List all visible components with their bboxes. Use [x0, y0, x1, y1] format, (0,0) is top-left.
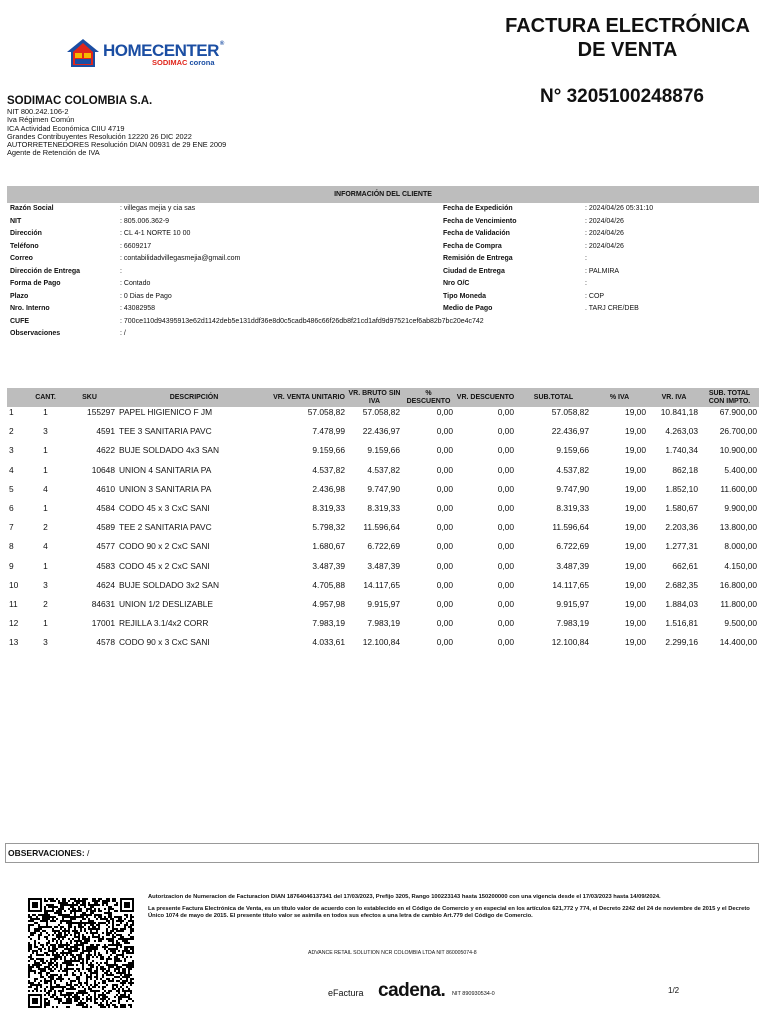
cell-subtotal: 8.319,33 [556, 502, 589, 513]
cell-vr-descuento: 0,00 [497, 502, 514, 513]
cell-total: 26.700,00 [719, 426, 757, 437]
observations-label: OBSERVACIONES: [8, 848, 85, 858]
cell-vr-unitario: 7.478,99 [312, 426, 345, 437]
cell-pct-descuento: 0,00 [436, 426, 453, 437]
cell-cant: 3 [43, 426, 48, 437]
client-label: Ciudad de Entrega [443, 267, 505, 275]
col-header-cant: CANT. [29, 388, 62, 407]
cell-descripcion: CODO 90 x 2 CxC SANI [119, 541, 210, 552]
cell-descripcion: BUJE SOLDADO 3x2 SAN [119, 579, 220, 590]
cell-vr-descuento: 0,00 [497, 541, 514, 552]
cell-pct-descuento: 0,00 [436, 407, 453, 417]
cadena-nit: NIT 890930534-0 [452, 991, 495, 997]
legal-text [148, 894, 762, 926]
cell-vr-unitario: 4.705,88 [312, 579, 345, 590]
cell-sku: 4589 [96, 522, 115, 533]
client-label: Medio de Pago [443, 305, 493, 312]
client-label: Tipo Moneda [443, 292, 487, 300]
cell-vr-unitario: 4.957,98 [312, 598, 345, 609]
cell-vr-unitario: 1.680,67 [312, 541, 345, 552]
cell-descripcion: CODO 45 x 2 CxC SANI [119, 560, 210, 571]
client-value: : [585, 255, 587, 262]
cadena-logo: cadena. [378, 980, 446, 1001]
cell-pct-descuento: 0,00 [436, 560, 453, 571]
cell-cant: 3 [43, 637, 48, 648]
cell-vr-unitario: 4.537,82 [312, 464, 345, 475]
client-value: : contabilidadvillegasmejia@gmail.com [120, 255, 241, 262]
table-row [7, 599, 759, 618]
client-row [7, 205, 759, 218]
cell-sku: 4624 [96, 579, 115, 590]
cell-vr-bruto: 9.159,66 [367, 445, 400, 456]
cell-sku: 10648 [91, 464, 115, 475]
client-row [7, 280, 759, 293]
cell-vr-iva: 2.299,16 [665, 637, 698, 648]
client-row [7, 268, 759, 281]
cell-subtotal: 9.159,66 [556, 445, 589, 456]
cell-vr-unitario: 7.983,19 [312, 618, 345, 629]
cell-total: 10.900,00 [719, 445, 757, 456]
client-label: Correo [10, 255, 33, 262]
cell-sku: 155297 [87, 407, 115, 417]
client-value: : 700ce110d94395913e62d1142deb5e131ddf36e8d0c5cadb486c66f26db8f21cd1afd9d97521cef6ab82b7bc20e4c742 [120, 317, 484, 325]
cell-vr-unitario: 9.159,66 [312, 445, 345, 456]
cell-pct-descuento: 0,00 [436, 579, 453, 590]
table-row [7, 445, 759, 464]
cell-vr-descuento: 0,00 [497, 445, 514, 456]
cell-total: 16.800,00 [719, 579, 757, 590]
cell-vr-iva: 4.263,03 [665, 426, 698, 437]
col-header-sku: SKU [62, 388, 117, 407]
cell-vr-iva: 662,61 [672, 560, 698, 571]
cell-index: 2 [9, 426, 14, 437]
company-line: AUTORRETENEDORES Resolución DIAN 00931 de 29 ENE 2009 [7, 140, 227, 150]
cell-vr-bruto: 9.915,97 [367, 598, 400, 609]
col-header-descripcion: DESCRIPCIÓN [117, 388, 271, 407]
table-row [7, 561, 759, 580]
cell-vr-descuento: 0,00 [497, 407, 514, 417]
cell-index: 6 [9, 502, 14, 513]
table-row [7, 541, 759, 560]
observations-value: / [84, 848, 90, 858]
cell-subtotal: 57.058,82 [551, 407, 589, 417]
cell-vr-descuento: 0,00 [497, 464, 514, 475]
cell-sku: 4577 [96, 541, 115, 552]
cell-vr-iva: 2.203,36 [665, 522, 698, 533]
house-logo-icon [66, 38, 100, 68]
cell-vr-iva: 1.580,67 [665, 502, 698, 513]
cell-cant: 1 [43, 502, 48, 513]
client-value: : Contado [120, 280, 151, 287]
cell-cant: 4 [43, 483, 48, 494]
legal-title-value: La presente Factura Electrónica de Venta, es un título valor de acuerdo con lo establecido en el Código de Comercio y en especial en los artículos 621,772 y 774, el Decreto 2242 del 24 de noviembre de 2015 y el Decreto Único 1074 de mayo de 2015. El presente título valor se asimila en todos sus efectos a una letra de cambio Art.779 del Código de Comercio. [148, 906, 750, 920]
cell-pct-iva: 19,00 [625, 541, 646, 552]
table-row [7, 503, 759, 522]
cell-vr-bruto: 6.722,69 [367, 541, 400, 552]
table-row [7, 465, 759, 484]
cell-vr-descuento: 0,00 [497, 598, 514, 609]
cell-pct-descuento: 0,00 [436, 598, 453, 609]
client-value: : villegas mejia y cia sas [120, 205, 196, 212]
cell-pct-iva: 19,00 [625, 560, 646, 571]
cell-vr-iva: 1.884,03 [665, 598, 698, 609]
client-label: Razón Social [10, 205, 54, 212]
client-label: CUFE [10, 317, 30, 325]
client-label: Fecha de Expedición [443, 205, 513, 212]
cell-pct-descuento: 0,00 [436, 483, 453, 494]
cell-pct-iva: 19,00 [625, 579, 646, 590]
cell-sku: 4610 [96, 483, 115, 494]
client-value: . TARJ CRE/DEB [585, 305, 639, 312]
cell-vr-descuento: 0,00 [497, 579, 514, 590]
cell-total: 11.800,00 [720, 598, 757, 609]
company-line: Agente de Retención de IVA [7, 148, 100, 158]
cell-vr-descuento: 0,00 [497, 522, 514, 533]
client-label: Fecha de Compra [443, 242, 502, 250]
cell-subtotal: 12.100,84 [551, 637, 589, 648]
cell-vr-descuento: 0,00 [497, 560, 514, 571]
cell-subtotal: 7.983,19 [556, 618, 589, 629]
cell-cant: 2 [43, 522, 48, 533]
cell-cant: 3 [43, 579, 48, 590]
cell-vr-bruto: 22.436,97 [362, 426, 400, 437]
legal-authorization: Autorizacion de Numeracion de Facturacion DIAN 18764046137341 del 17/03/2023, Prefijo 3205, Rango 100223143 hasta 150200000 con una vigencia desde el 17/03/2023 hasta 14/09/2024. [148, 894, 661, 900]
cell-pct-iva: 19,00 [625, 407, 646, 417]
cell-pct-iva: 19,00 [625, 426, 646, 437]
client-label: Dirección de Entrega [10, 267, 81, 275]
client-row [7, 305, 759, 318]
col-header-pct-iva: % IVA [591, 388, 648, 407]
cell-sku: 4584 [96, 502, 115, 513]
cell-pct-descuento: 0,00 [436, 541, 453, 552]
cell-cant: 1 [43, 618, 48, 629]
cell-pct-iva: 19,00 [625, 502, 646, 513]
col-header-vr-bruto: VR. BRUTO SIN IVA [347, 388, 402, 407]
cell-subtotal: 22.436,97 [551, 426, 589, 437]
client-label: Plazo [10, 292, 29, 300]
cell-index: 8 [9, 541, 14, 552]
cell-vr-unitario: 5.798,32 [312, 522, 345, 533]
cell-vr-unitario: 57.058,82 [307, 407, 345, 417]
client-value: : 0 Dias de Pago [120, 292, 172, 300]
cell-descripcion: UNION 3 SANITARIA PA [119, 483, 212, 494]
cell-cant: 1 [43, 445, 48, 456]
client-row [7, 218, 759, 231]
cell-vr-bruto: 11.596,64 [363, 522, 400, 533]
invoice-number: N° 3205100248876 [540, 86, 704, 107]
table-row [7, 580, 759, 599]
cell-total: 14.400,00 [719, 637, 757, 648]
cell-pct-descuento: 0,00 [436, 637, 453, 648]
cell-index: 11 [9, 598, 18, 609]
company-name: SODIMAC COLOMBIA S.A. [7, 95, 153, 107]
cell-descripcion: UNION 1/2 DESLIZABLE [119, 598, 214, 609]
cell-vr-iva: 1.740,34 [665, 445, 698, 456]
cell-cant: 4 [43, 541, 48, 552]
cell-vr-descuento: 0,00 [497, 483, 514, 494]
cell-total: 9.900,00 [724, 502, 757, 513]
client-label: Fecha de Vencimiento [443, 217, 517, 225]
brand-name: HOMECENTER® [103, 41, 224, 60]
cell-vr-iva: 2.682,35 [665, 579, 698, 590]
cell-index: 5 [9, 483, 14, 494]
client-value: : 2024/04/26 [585, 217, 624, 225]
items-table-body [7, 407, 759, 656]
cell-vr-bruto: 8.319,33 [367, 502, 400, 513]
cell-index: 12 [9, 618, 19, 629]
cell-descripcion: PAPEL HIGIENICO F JM [119, 407, 213, 417]
client-label: NIT [10, 217, 22, 225]
cell-vr-bruto: 9.747,90 [367, 483, 400, 494]
cell-subtotal: 4.537,82 [556, 464, 589, 475]
table-row [7, 637, 759, 656]
client-value: : CL 4-1 NORTE 10 00 [120, 230, 191, 237]
client-value: : / [120, 330, 126, 337]
qr-code-icon [28, 898, 134, 1008]
col-header-index [7, 388, 29, 407]
cell-descripcion: BUJE SOLDADO 4x3 SAN [119, 445, 220, 456]
efactura-logo: eFactura [328, 988, 364, 998]
table-row [7, 407, 759, 426]
cell-sku: 17001 [91, 618, 115, 629]
col-header-vr-venta-unitario: VR. VENTA UNITARIO [271, 388, 347, 407]
cell-subtotal: 6.722,69 [556, 541, 589, 552]
cell-pct-descuento: 0,00 [436, 502, 453, 513]
company-info [7, 95, 226, 158]
brand-subtitle: SODIMAC corona [152, 58, 215, 67]
client-row [7, 318, 759, 331]
cell-descripcion: TEE 3 SANITARIA PAVC [119, 426, 212, 437]
cell-vr-iva: 862,18 [672, 464, 698, 475]
cell-vr-bruto: 14.117,65 [363, 579, 400, 590]
cell-subtotal: 3.487,39 [556, 560, 589, 571]
col-header-vr-iva: VR. IVA [648, 388, 700, 407]
company-line: Grandes Contribuyentes Resolución 12220 26 DIC 2022 [7, 131, 192, 141]
client-info [7, 205, 759, 343]
table-row [7, 618, 759, 637]
client-label: Observaciones [10, 330, 61, 337]
client-value: : 805.006.362-9 [120, 217, 170, 225]
client-row [7, 293, 759, 306]
company-line: Iva Régimen Común [7, 115, 75, 125]
cell-sku: 4583 [96, 560, 115, 571]
table-row [7, 426, 759, 445]
cell-vr-bruto: 4.537,82 [367, 464, 400, 475]
table-header-row [7, 388, 759, 407]
client-value: : 6609217 [120, 242, 152, 250]
client-value: : COP [585, 292, 605, 300]
cell-vr-bruto: 57.058,82 [362, 407, 400, 417]
cell-vr-iva: 10.841,18 [660, 407, 698, 417]
client-value: : 43082958 [120, 305, 156, 312]
cell-total: 8.000,00 [724, 541, 757, 552]
cell-pct-iva: 19,00 [625, 598, 646, 609]
cell-vr-unitario: 3.487,39 [312, 560, 345, 571]
col-header-subtotal: SUB.TOTAL [516, 388, 591, 407]
cell-descripcion: REJILLA 3.1/4x2 CORR [119, 618, 209, 629]
page-number: 1/2 [668, 986, 680, 995]
client-info-header: INFORMACIÓN DEL CLIENTE [7, 186, 759, 203]
cell-descripcion: UNION 4 SANITARIA PA [119, 464, 212, 475]
cell-subtotal: 9.747,90 [556, 483, 589, 494]
cell-vr-iva: 1.852,10 [665, 483, 698, 494]
client-value: : PALMIRA [585, 267, 620, 275]
cell-pct-descuento: 0,00 [436, 618, 453, 629]
cell-vr-iva: 1.516,81 [665, 618, 698, 629]
col-header-pct-descuento: % DESCUENTO [402, 388, 455, 407]
client-label: Fecha de Validación [443, 230, 510, 237]
cell-vr-iva: 1.277,31 [665, 541, 698, 552]
client-label: Teléfono [10, 242, 39, 250]
cell-pct-descuento: 0,00 [436, 445, 453, 456]
cell-index: 7 [9, 522, 14, 533]
cell-vr-bruto: 7.983,19 [367, 618, 400, 629]
cell-vr-unitario: 2.436,98 [312, 483, 345, 494]
cell-index: 9 [9, 560, 14, 571]
cell-index: 10 [9, 579, 19, 590]
cell-sku: 4622 [96, 445, 115, 456]
cell-total: 13.800,00 [719, 522, 757, 533]
table-row [7, 484, 759, 503]
company-line: ICA Actividad Económica CIIU 4719 [7, 123, 125, 133]
cell-descripcion: TEE 2 SANITARIA PAVC [119, 522, 212, 533]
client-value: : [585, 280, 587, 287]
cell-pct-descuento: 0,00 [436, 522, 453, 533]
cell-total: 9.500,00 [724, 618, 757, 629]
cell-pct-iva: 19,00 [625, 483, 646, 494]
client-row [7, 255, 759, 268]
cell-subtotal: 11.596,64 [552, 522, 589, 533]
cell-pct-iva: 19,00 [625, 464, 646, 475]
client-label: Dirección [10, 230, 42, 237]
cell-vr-descuento: 0,00 [497, 426, 514, 437]
col-header-vr-descuento: VR. DESCUENTO [455, 388, 516, 407]
document-title: FACTURA ELECTRÓNICA DE VENTA [505, 15, 750, 61]
client-value: : 2024/04/26 [585, 242, 624, 250]
cell-vr-descuento: 0,00 [497, 618, 514, 629]
observations-box [5, 843, 759, 863]
cell-descripcion: CODO 45 x 3 CxC SANI [119, 502, 210, 513]
client-row [7, 230, 759, 243]
cell-total: 5.400,00 [724, 464, 757, 475]
cell-cant: 1 [43, 560, 48, 571]
cell-vr-unitario: 8.319,33 [312, 502, 345, 513]
client-row [7, 330, 759, 343]
items-table [7, 388, 759, 656]
table-row [7, 522, 759, 541]
cell-sku: 4578 [96, 637, 115, 648]
client-value: : 2024/04/26 [585, 230, 624, 237]
cell-sku: 4591 [96, 426, 115, 437]
cell-pct-iva: 19,00 [625, 618, 646, 629]
cell-vr-bruto: 3.487,39 [367, 560, 400, 571]
cell-index: 13 [9, 637, 19, 648]
cell-vr-unitario: 4.033,61 [312, 637, 345, 648]
cell-descripcion: CODO 90 x 3 CxC SANI [119, 637, 210, 648]
cell-cant: 1 [43, 407, 48, 417]
client-value: : 2024/04/26 05:31:10 [585, 205, 654, 212]
client-value: : [120, 267, 122, 275]
cell-total: 4.150,00 [724, 560, 757, 571]
client-label: Nro O/C [443, 280, 470, 287]
provider-info: ADVANCE RETAIL SOLUTION NCR COLOMBIA LTDA NIT 860005074-8 [308, 950, 477, 956]
cell-total: 67.900,00 [719, 407, 757, 417]
cell-index: 4 [9, 464, 14, 475]
cell-cant: 2 [43, 598, 48, 609]
client-label: Remisión de Entrega [443, 255, 513, 262]
cell-pct-descuento: 0,00 [436, 464, 453, 475]
cell-sku: 84631 [91, 598, 115, 609]
col-header-subtotal-impto: SUB. TOTAL CON IMPTO. [700, 388, 759, 407]
cell-index: 3 [9, 445, 14, 456]
client-row [7, 243, 759, 256]
cell-vr-bruto: 12.100,84 [362, 637, 400, 648]
client-label: Nro. Interno [10, 305, 50, 312]
cell-total: 11.600,00 [720, 483, 757, 494]
cell-index: 1 [9, 407, 14, 417]
company-line: NIT 800.242.106-2 [7, 107, 69, 116]
cell-vr-descuento: 0,00 [497, 637, 514, 648]
homecenter-logo [66, 38, 236, 70]
cell-cant: 1 [43, 464, 48, 475]
cell-pct-iva: 19,00 [625, 522, 646, 533]
cell-subtotal: 9.915,97 [556, 598, 589, 609]
cell-subtotal: 14.117,65 [552, 579, 589, 590]
client-label: Forma de Pago [10, 280, 61, 287]
cell-pct-iva: 19,00 [625, 445, 646, 456]
cell-pct-iva: 19,00 [625, 637, 646, 648]
